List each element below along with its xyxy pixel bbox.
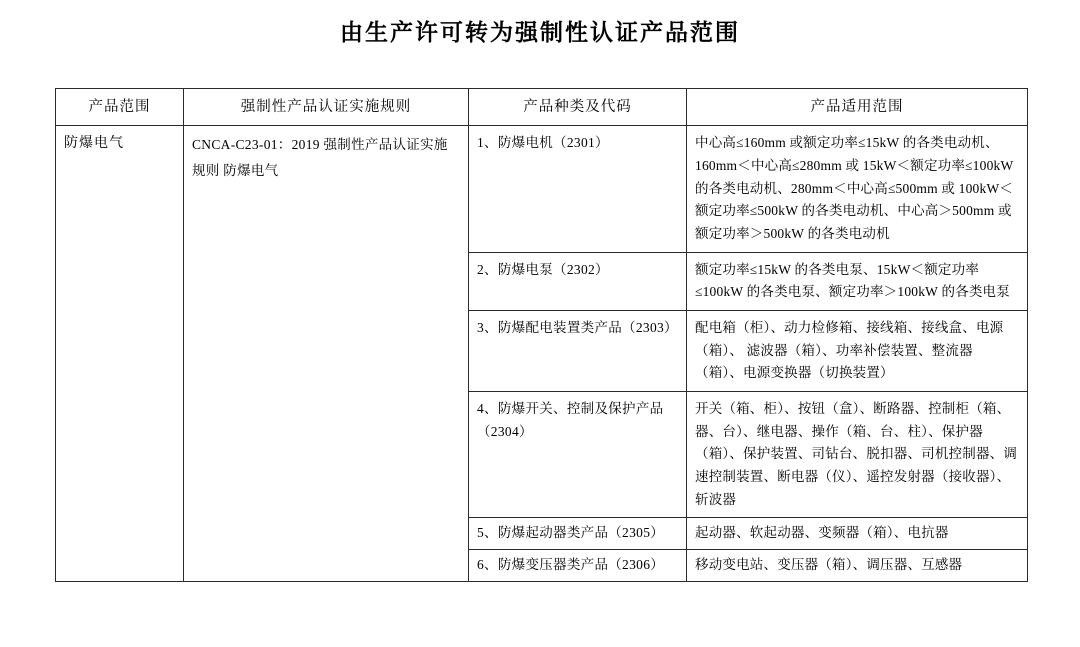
cell-category: 3、防爆配电装置类产品（2303）: [469, 311, 687, 392]
cell-certification-rule: CNCA-C23-01：2019 强制性产品认证实施规则 防爆电气: [184, 126, 469, 581]
cell-applicable-range: 开关（箱、柜）、按钮（盒）、断路器、控制柜（箱、器、台）、继电器、操作（箱、台、柱）、保护器（箱）、保护装置、司钻台、脱扣器、司机控制器、调速控制装置、断电器（仪）、遥控发射器（接收器）、斩波器: [687, 392, 1028, 518]
cell-category: 4、防爆开关、控制及保护产品（2304）: [469, 392, 687, 518]
table-row: [56, 126, 1028, 252]
product-scope-table: [55, 88, 1028, 582]
cell-product-scope: 防爆电气: [56, 126, 184, 581]
cell-applicable-range: 移动变电站、变压器（箱）、调压器、互感器: [687, 550, 1028, 582]
cell-category: 2、防爆电泵（2302）: [469, 252, 687, 310]
cell-category: 5、防爆起动器类产品（2305）: [469, 518, 687, 550]
cell-category: 6、防爆变压器类产品（2306）: [469, 550, 687, 582]
column-header-applicable: 产品适用范围: [687, 89, 1028, 126]
column-header-rule: 强制性产品认证实施规则: [184, 89, 469, 126]
cell-applicable-range: 起动器、软起动器、变频器（箱）、电抗器: [687, 518, 1028, 550]
column-header-category: 产品种类及代码: [469, 89, 687, 126]
product-scope-table-wrapper: [55, 88, 1027, 582]
cell-applicable-range: 额定功率≤15kW 的各类电泵、15kW＜额定功率≤100kW 的各类电泵、额定功率＞100kW 的各类电泵: [687, 252, 1028, 310]
page-title: 由生产许可转为强制性认证产品范围: [340, 20, 740, 45]
cell-category: 1、防爆电机（2301）: [469, 126, 687, 252]
table-header-row: [56, 89, 1028, 126]
cell-applicable-range: 配电箱（柜）、动力检修箱、接线箱、接线盒、电源（箱）、 滤波器（箱）、功率补偿装置、整流器（箱）、电源变换器（切换装置）: [687, 311, 1028, 392]
cell-applicable-range: 中心高≤160mm 或额定功率≤15kW 的各类电动机、160mm＜中心高≤280mm 或 15kW＜额定功率≤100kW 的各类电动机、280mm＜中心高≤500mm 或 100kW＜额定功率≤500kW 的各类电动机、中心高＞500mm 或额定功率＞500kW 的各类电动机: [687, 126, 1028, 252]
column-header-scope: 产品范围: [56, 89, 184, 126]
